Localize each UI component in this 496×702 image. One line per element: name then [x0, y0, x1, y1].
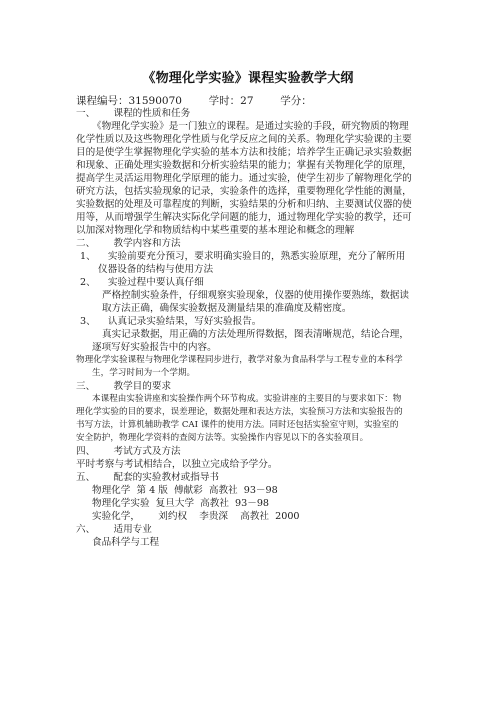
text-line: 食品科学与工程: [92, 537, 160, 548]
text-line: 安全防护，物理化学资料的查阅方法等。实验操作内容见以下的各实验项目。: [76, 433, 369, 443]
text-line: 理化学实验的目的要求，误差理论，数据处理和表达方法，实验预习方法和实验报告的: [76, 407, 403, 417]
text-line: 《物理化学实验》是一门独立的课程。是通过实验的手段，研究物质的物理: [92, 121, 409, 132]
text-line: 书写方法，计算机辅助教学 CAI 课件的使用方法。同时还包括实验室守则，实验室的: [76, 420, 399, 430]
text-line: 物理化学 第 4 版 傅献彩 高教社 93－98: [92, 485, 278, 496]
text-line: 2、 实验过程中要认真仔细: [80, 277, 204, 288]
text-line: 和现象、正确处理实验数据和分析实验结果的能力；掌握有关物理化学的原理，: [76, 160, 412, 171]
text-line: 物理化学实验课程与物理化学课程同步进行，教学对象为食品科学与工程专业的本科学: [76, 355, 403, 365]
text-line: 3、 认真记录实验结果，写好实验报告。: [80, 316, 262, 327]
text-line: 仪器设备的结构与使用方法: [98, 264, 214, 275]
text-line: 逐项写好实验报告中的内容。: [92, 342, 217, 353]
document-title: 《物理化学实验》课程实验教学大纲: [142, 71, 354, 86]
text-line: 取方法正确，确保实验数据及测量结果的准确度及精密度。: [102, 303, 352, 314]
text-line: 五、 配套的实验教材或指导书: [76, 472, 220, 483]
text-line: 平时考察与考试相结合，以独立完成给予学分。: [76, 459, 278, 470]
text-line: 生，学习时间为一个学期。: [92, 368, 196, 378]
text-line: 1、 实验前要充分预习，要求明确实验目的，熟悉实验原理，充分了解所用: [80, 251, 406, 262]
text-line: 用等，从而增强学生解决实际化学问题的能力，通过物理化学实验的教学，还可: [76, 212, 412, 223]
text-line: 实验数据的处理及可靠程度的判断，实验结果的分析和归纳、主要测试仪器的使: [76, 199, 412, 210]
text-line: 本课程由实验讲座和实验操作两个环节构成。实验讲座的主要目的与要求如下：物: [92, 394, 402, 404]
text-line: 六、 适用专业: [76, 524, 152, 535]
text-line: 目的是使学生掌握物理化学实验的基本方法和技能；培养学生正确记录实验数据: [76, 147, 412, 158]
text-line: 研究方法，包括实验现象的记录，实验条件的选择，重要物理化学性能的测量，: [76, 186, 412, 197]
text-line: 一、 课程的性质和任务: [76, 108, 191, 119]
text-line: 三、 教学目的要求: [76, 381, 172, 392]
course-meta: 课程编号：31590070 学时：27 学分：: [76, 95, 312, 107]
text-line: 提高学生灵活运用物理化学原理的能力。通过实验，使学生初步了解物理化学的: [76, 173, 412, 184]
text-line: 物理化学实验 复旦大学 高教社 93－98: [92, 498, 270, 509]
text-line: 二、 教学内容和方法: [76, 238, 181, 249]
text-line: 以加深对物理化学和物质结构中某些重要的基本理论和概念的理解: [76, 225, 355, 236]
text-line: 实验化学， 刘约权 李贵深 高教社 2000: [92, 511, 300, 522]
text-line: 化学性质以及这些物理化学性质与化学反应之间的关系。物理化学实验课的主要: [76, 134, 412, 145]
text-line: 真实记录数据，用正确的方法处理所得数据，图表清晰规范，结论合理，: [102, 329, 409, 340]
text-line: 严格控制实验条件，仔细观察实验现象，仪器的使用操作要熟练，数据读: [102, 290, 409, 301]
text-line: 四、 考试方式及方法: [76, 446, 181, 457]
